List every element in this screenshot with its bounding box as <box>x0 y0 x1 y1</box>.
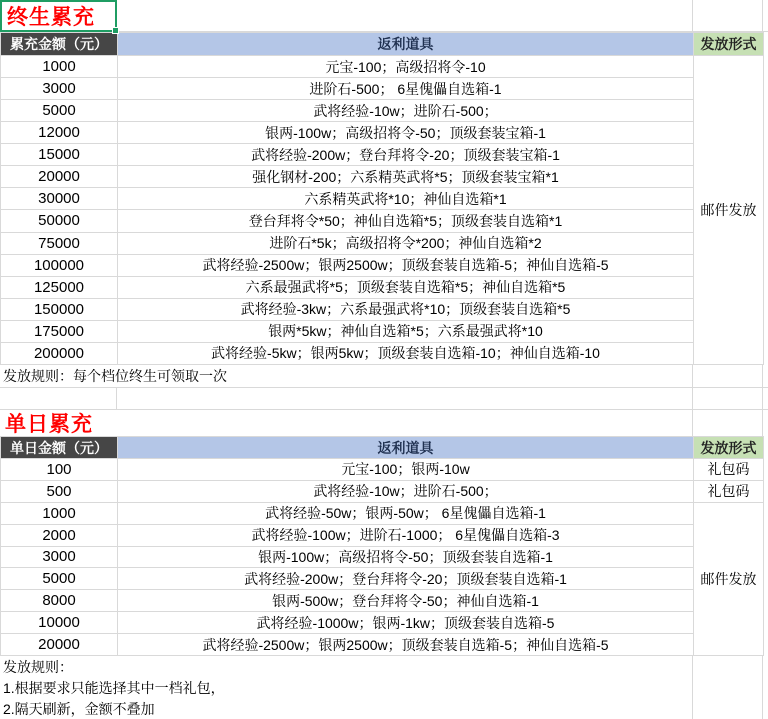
amount-cell[interactable]: 150000 <box>1 298 118 320</box>
table-row <box>1 634 764 656</box>
items-cell[interactable]: 元宝-100；银两-10w <box>118 459 694 481</box>
lifetime-rule-text: 发放规则：每个档位终生可领取一次 <box>3 368 227 384</box>
lifetime-recharge-table <box>0 32 764 365</box>
table-row <box>1 188 764 210</box>
table-row <box>1 166 764 188</box>
table-row <box>1 100 764 122</box>
lifetime-items-header[interactable]: 返利道具 <box>118 33 694 56</box>
amount-cell[interactable]: 500 <box>1 480 118 502</box>
amount-cell[interactable]: 5000 <box>1 568 118 590</box>
daily-delivery-header[interactable]: 发放形式 <box>694 437 764 459</box>
table-row <box>1 232 764 254</box>
delivery-merged-cell[interactable]: 邮件发放 <box>694 56 764 365</box>
daily-header-row <box>1 437 764 459</box>
amount-cell[interactable]: 3000 <box>1 78 118 100</box>
items-cell[interactable]: 武将经验-2500w；银两2500w；顶级套装自选箱-5；神仙自选箱-5 <box>118 634 694 656</box>
items-cell[interactable]: 银两-100w；高级招将令-50；顶级套装宝箱-1 <box>118 122 694 144</box>
items-cell[interactable]: 进阶石-500； 6星傀儡自选箱-1 <box>118 78 694 100</box>
items-cell[interactable]: 武将经验-5kw；银两5kw；顶级套装自选箱-10；神仙自选箱-10 <box>118 342 694 364</box>
amount-cell[interactable]: 100 <box>1 459 118 481</box>
gridline <box>762 388 763 409</box>
table-row <box>1 210 764 232</box>
amount-cell[interactable]: 175000 <box>1 320 118 342</box>
items-cell[interactable]: 武将经验-1000w；银两-1kw；顶级套装自选箱-5 <box>118 612 694 634</box>
gridline <box>692 365 693 387</box>
daily-items-header[interactable]: 返利道具 <box>118 437 694 459</box>
gridline <box>692 0 693 31</box>
amount-cell[interactable]: 8000 <box>1 590 118 612</box>
daily-recharge-table <box>0 436 764 656</box>
table-row <box>1 276 764 298</box>
amount-cell[interactable]: 15000 <box>1 144 118 166</box>
lifetime-amount-header[interactable]: 累充金额（元） <box>1 33 118 56</box>
items-cell[interactable]: 进阶石*5k；高级招将令*200；神仙自选箱*2 <box>118 232 694 254</box>
table-row <box>1 480 764 502</box>
daily-title: 单日累充 <box>5 413 93 436</box>
selection-fill-handle[interactable] <box>112 27 119 34</box>
amount-cell[interactable]: 100000 <box>1 254 118 276</box>
lifetime-title: 终生累充 <box>7 6 95 29</box>
selected-cell-lifetime-title[interactable] <box>0 0 117 32</box>
delivery-cell[interactable]: 礼包码 <box>694 480 764 502</box>
amount-cell[interactable]: 20000 <box>1 166 118 188</box>
amount-cell[interactable]: 1000 <box>1 56 118 78</box>
gridline <box>762 365 763 387</box>
items-cell[interactable]: 银两-500w；登台拜将令-50；神仙自选箱-1 <box>118 590 694 612</box>
items-cell[interactable]: 强化钢材-200；六系精英武将*5；顶级套装宝箱*1 <box>118 166 694 188</box>
lifetime-delivery-header[interactable]: 发放形式 <box>694 33 764 56</box>
amount-cell[interactable]: 20000 <box>1 634 118 656</box>
daily-rule-line[interactable]: 2.隔天刷新，金额不叠加 <box>3 700 155 717</box>
table-row <box>1 568 764 590</box>
table-row <box>1 590 764 612</box>
table-row <box>1 56 764 78</box>
gridline <box>762 0 763 31</box>
gridline <box>762 410 763 436</box>
table-row <box>1 546 764 568</box>
items-cell[interactable]: 武将经验-2500w；银两2500w；顶级套装自选箱-5；神仙自选箱-5 <box>118 254 694 276</box>
lifetime-title-row <box>0 0 768 32</box>
lifetime-header-row <box>1 33 764 56</box>
gridline <box>692 410 693 436</box>
table-row <box>1 524 764 546</box>
items-cell[interactable]: 武将经验-200w；登台拜将令-20；顶级套装宝箱-1 <box>118 144 694 166</box>
items-cell[interactable]: 登台拜将令*50；神仙自选箱*5；顶级套装自选箱*1 <box>118 210 694 232</box>
amount-cell[interactable]: 200000 <box>1 342 118 364</box>
table-row <box>1 502 764 524</box>
table-row <box>1 144 764 166</box>
items-cell[interactable]: 六系最强武将*5；顶级套装自选箱*5；神仙自选箱*5 <box>118 276 694 298</box>
items-cell[interactable]: 武将经验-50w；银两-50w； 6星傀儡自选箱-1 <box>118 502 694 524</box>
amount-cell[interactable]: 2000 <box>1 524 118 546</box>
amount-cell[interactable]: 10000 <box>1 612 118 634</box>
daily-rule-line[interactable]: 1.根据要求只能选择其中一档礼包， <box>3 679 225 696</box>
amount-cell[interactable]: 125000 <box>1 276 118 298</box>
daily-title-row[interactable] <box>0 410 768 436</box>
table-row <box>1 342 764 364</box>
gridline <box>692 388 693 409</box>
table-row <box>1 122 764 144</box>
amount-cell[interactable]: 3000 <box>1 546 118 568</box>
empty-row[interactable] <box>0 388 768 410</box>
items-cell[interactable]: 武将经验-100w；进阶石-1000； 6星傀儡自选箱-3 <box>118 524 694 546</box>
amount-cell[interactable]: 75000 <box>1 232 118 254</box>
delivery-merged-cell[interactable]: 邮件发放 <box>694 502 764 655</box>
amount-cell[interactable]: 12000 <box>1 122 118 144</box>
items-cell[interactable]: 武将经验-3kw；六系最强武将*10；顶级套装自选箱*5 <box>118 298 694 320</box>
amount-cell[interactable]: 30000 <box>1 188 118 210</box>
table-row <box>1 254 764 276</box>
table-row <box>1 612 764 634</box>
items-cell[interactable]: 银两*5kw；神仙自选箱*5；六系最强武将*10 <box>118 320 694 342</box>
table-row <box>1 320 764 342</box>
amount-cell[interactable]: 5000 <box>1 100 118 122</box>
amount-cell[interactable]: 1000 <box>1 502 118 524</box>
daily-rules-block <box>0 656 768 719</box>
items-cell[interactable]: 元宝-100；高级招将令-10 <box>118 56 694 78</box>
lifetime-rule-row[interactable] <box>0 365 768 388</box>
table-row <box>1 459 764 481</box>
table-row <box>1 78 764 100</box>
items-cell[interactable]: 武将经验-10w；进阶石-500； <box>118 100 694 122</box>
items-cell[interactable]: 六系精英武将*10；神仙自选箱*1 <box>118 188 694 210</box>
items-cell[interactable]: 武将经验-200w；登台拜将令-20；顶级套装自选箱-1 <box>118 568 694 590</box>
gridline <box>116 388 117 409</box>
delivery-cell[interactable]: 礼包码 <box>694 459 764 481</box>
daily-rule-line[interactable]: 发放规则： <box>3 658 73 675</box>
table-row <box>1 298 764 320</box>
items-cell[interactable]: 武将经验-10w；进阶石-500； <box>118 480 694 502</box>
items-cell[interactable]: 银两-100w；高级招将令-50；顶级套装自选箱-1 <box>118 546 694 568</box>
amount-cell[interactable]: 50000 <box>1 210 118 232</box>
daily-amount-header[interactable]: 单日金额（元） <box>1 437 118 459</box>
